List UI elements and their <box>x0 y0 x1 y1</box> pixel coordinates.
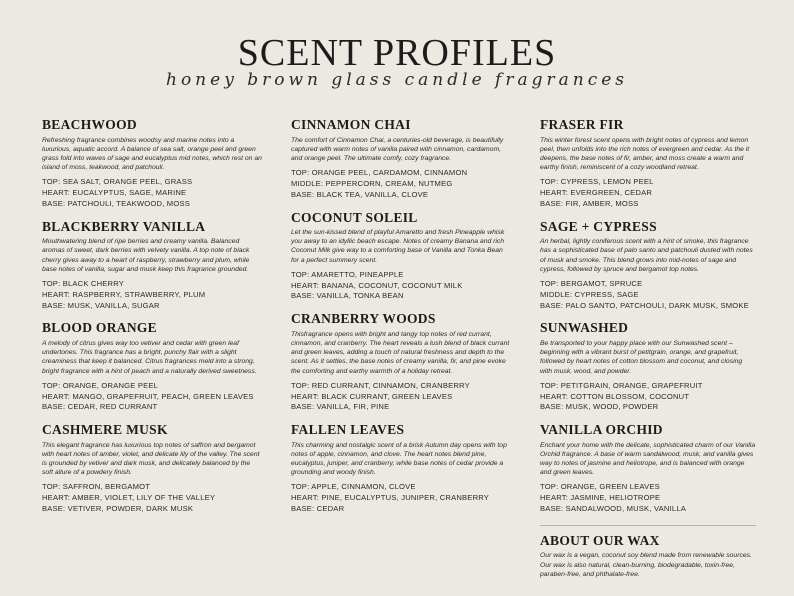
scent-note-heart: HEART: COTTON BLOSSOM, COCONUT <box>540 391 690 401</box>
scent-description: Be transported to your happy place with our Sunwashed scent – beginning with a vibrant burst of petitgrain, orange, and grapefruit, followed by heart notes of cotton blossom and coconut, and closing with musk, wood, and powder. <box>540 339 743 375</box>
scent-cinnamon-chai <box>291 118 511 201</box>
scent-note-heart: HEART: AMBER, VIOLET, LILY OF THE VALLEY <box>42 493 216 503</box>
scent-name: FALLEN LEAVES <box>291 422 405 438</box>
about-title: ABOUT OUR WAX <box>540 532 660 548</box>
scent-note-base: BASE: PATCHOULI, TEAKWOOD, MOSS <box>42 198 190 208</box>
scent-note-top: TOP: ORANGE, GREEN LEAVES <box>540 482 660 492</box>
scent-note-base: BASE: VANILLA, FIR, PINE <box>291 402 390 412</box>
scent-description: Refreshing fragrance combines woodsy and marine notes into a luxurious, aquatic accord. A balance of sea salt, orange peel and green grass fold into waves of sage and eucalyptus mid notes, which rest on an island of moss, teakwood, and patchouli. <box>42 136 262 172</box>
scent-note-middle: MIDDLE: PEPPERCORN, CREAM, NUTMEG <box>291 178 453 188</box>
scent-note-heart: HEART: BLACK CURRANT, GREEN LEAVES <box>291 391 453 401</box>
scent-note-top: TOP: SEA SALT, ORANGE PEEL, GRASS <box>42 177 193 187</box>
scent-note-base: BASE: CEDAR <box>291 504 345 514</box>
scent-note-base: BASE: VETIVER, POWDER, DARK MUSK <box>42 504 194 514</box>
scent-note-base: BASE: MUSK, VANILLA, SUGAR <box>42 300 160 310</box>
scent-note-base: BASE: FIR, AMBER, MOSS <box>540 198 639 208</box>
scent-description: Thisfragrance opens with bright and tangy top notes of red currant, cinnamon, and cranberry. The heart reveals a lush blend of black currant and green leaves, adding a touch of natural freshness and depth to the scent. As it settles, the base notes of creamy vanilla, fir, and pine evoke the comforting and earthy warmth of a holiday retreat. <box>291 330 510 375</box>
scent-note-top: TOP: AMARETTO, PINEAPPLE <box>291 269 404 279</box>
scent-note-heart: HEART: MANGO, GRAPEFRUIT, PEACH, GREEN LEAVES <box>42 391 254 401</box>
scent-description: The comfort of Cinnamon Chai, a centuries-old beverage, is beautifully captured with warm notes of vanilla paired with cinnamon, cardamom, and orange peel. The ultimate comfy, cozy fragrance. <box>291 136 504 162</box>
column-3 <box>540 118 756 589</box>
scent-sage-cypress <box>540 220 756 312</box>
scent-description: Mouthwatering blend of ripe berries and creamy vanilla. Balanced aromas of sweet, dark berries with velvety vanilla. A top note of black cherry gives away to a heart of raspberry, strawberry and plum, while base notes of vanilla, sugar and musk keep this fragrance grounded. <box>42 238 250 273</box>
scent-note-top: TOP: RED CURRANT, CINNAMON, CRANBERRY <box>291 380 470 390</box>
scent-note-heart: HEART: EUCALYPTUS, SAGE, MARINE <box>42 188 187 198</box>
about-description: Our wax is a vegan, coconut soy blend made from renewable sources. Our wax is also natural, clean-burning, biodegradable, toxin-free, paraben-free, and phthalate-free. <box>540 552 752 578</box>
scent-note-top: TOP: PETITGRAIN, ORANGE, GRAPEFRUIT <box>540 380 703 390</box>
scent-note-heart: HEART: RASPBERRY, STRAWBERRY, PLUM <box>42 289 206 299</box>
scent-name: SAGE + CYPRESS <box>540 218 657 234</box>
section-divider <box>540 525 756 526</box>
scent-description: This elegant fragrance has luxurious top notes of saffron and bergamot with heart notes of amber, violet, and delicate lily of the valley. The scent is grounded by vetiver and dark musk, and delicately balanced by the soft allure of a powdery finish. <box>42 441 260 477</box>
scent-name: SUNWASHED <box>540 320 629 336</box>
scent-note-base: BASE: SANDALWOOD, MUSK, VANILLA <box>540 504 687 514</box>
scent-name: VANILLA ORCHID <box>540 422 663 438</box>
scent-blackberry-vanilla <box>42 220 262 312</box>
scent-note-top: TOP: BERGAMOT, SPRUCE <box>540 279 643 289</box>
scent-description: This charming and nostalgic scent of a brisk Autumn day opens with top notes of apple, cinnamon, and clove. The heart notes blend pine, eucalyptus, juniper, and cranberry, while base notes of cedar provide a grounding and woody finish. <box>291 441 507 477</box>
scent-vanilla-orchid <box>540 423 756 515</box>
scent-name: COCONUT SOLEIL <box>291 209 418 225</box>
scent-fallen-leaves <box>291 423 511 515</box>
scent-note-base: BASE: BLACK TEA, VANILLA, CLOVE <box>291 189 429 199</box>
scent-note-top: TOP: BLACK CHERRY <box>42 279 125 289</box>
scent-note-base: BASE: VANILLA, TONKA BEAN <box>291 291 404 301</box>
scent-note-heart: HEART: EVERGREEN, CEDAR <box>540 188 653 198</box>
scent-sunwashed <box>540 321 756 413</box>
scent-fraser-fir <box>540 118 756 210</box>
scent-description: An herbal, lightly coniferous scent with a hint of smoke, this fragrance has a sophisticated base of palo santo and patchouli dusted with notes of musk and smoke. This blend grows into mid-notes of sage and cypress, followed by spruce and bergamot top notes. <box>540 238 753 273</box>
scent-note-top: TOP: ORANGE PEEL, CARDAMOM, CINNAMON <box>291 168 468 178</box>
scent-description: Enchant your home with the delicate, sophisticated charm of our Vanilla Orchid fragrance. A base of warm sandalwood, musk, and vanilla gives way to notes of jasmine and heliotrope, and is balanced with orange and green leaves. <box>540 441 756 477</box>
scent-name: BLACKBERRY VANILLA <box>42 218 206 234</box>
scent-name: BLOOD ORANGE <box>42 320 157 336</box>
column-2 <box>291 118 511 525</box>
scent-description: Let the sun-kissed blend of playful Amaretto and fresh Pineapple whisk you away to an idyllic beach escape. Notes of creamy Banana and rich Coconut Milk give way to a comforting base of Vanilla and Tonka Bean for a perfect summery scent. <box>291 229 505 264</box>
scent-note-top: TOP: ORANGE, ORANGE PEEL <box>42 380 159 390</box>
scent-note-heart: HEART: BANANA, COCONUT, COCONUT MILK <box>291 280 463 290</box>
scent-cranberry-woods <box>291 312 511 413</box>
about-wax <box>540 534 756 579</box>
scent-note-base: BASE: PALO SANTO, PATCHOULI, DARK MUSK, SMOKE <box>540 300 749 310</box>
page-title: SCENT PROFILES <box>237 32 557 74</box>
scent-blood-orange <box>42 321 262 413</box>
scent-note-heart: HEART: JASMINE, HELIOTROPE <box>540 493 661 503</box>
scent-note-top: TOP: APPLE, CINNAMON, CLOVE <box>291 482 416 492</box>
scent-coconut-soleil <box>291 211 511 303</box>
scent-cashmere-musk <box>42 423 262 515</box>
scent-name: BEACHWOOD <box>42 117 137 132</box>
scent-note-top: TOP: CYPRESS, LEMON PEEL <box>540 177 654 187</box>
column-1 <box>42 118 262 525</box>
scent-note-heart: HEART: PINE, EUCALYPTUS, JUNIPER, CRANBERRY <box>291 493 490 503</box>
scent-description: A melody of citrus gives way too vetiver and cedar with green leaf undertones. This fragrance has a bright, punchy flair with a slight creaminess that keep it balanced. Citrus fragrances meld into a strong, bright fragrance with a hint of peach and a naturally derived sweetness. <box>42 339 257 375</box>
scent-note-base: BASE: CEDAR, RED CURRANT <box>42 402 158 412</box>
scent-note-top: TOP: SAFFRON, BERGAMOT <box>42 482 151 492</box>
page-subtitle: honey brown glass candle fragrances <box>166 70 628 90</box>
scent-name: CASHMERE MUSK <box>42 422 168 438</box>
scent-name: FRASER FIR <box>540 117 624 132</box>
scent-description: This winter forest scent opens with bright notes of cypress and lemon peel, then unfolds into the rich notes of evergreen and cedar. As the it deepens, the base notes of fir, amber, and moss create a warm and earthy finish, reminiscent of a cozy woodland retreat. <box>540 136 750 172</box>
scent-name: CRANBERRY WOODS <box>291 311 436 327</box>
scent-name: CINNAMON CHAI <box>291 117 411 132</box>
scent-note-base: BASE: MUSK, WOOD, POWDER <box>540 402 659 412</box>
scent-beachwood <box>42 118 262 210</box>
scent-note-middle: MIDDLE: CYPRESS, SAGE <box>540 289 639 299</box>
